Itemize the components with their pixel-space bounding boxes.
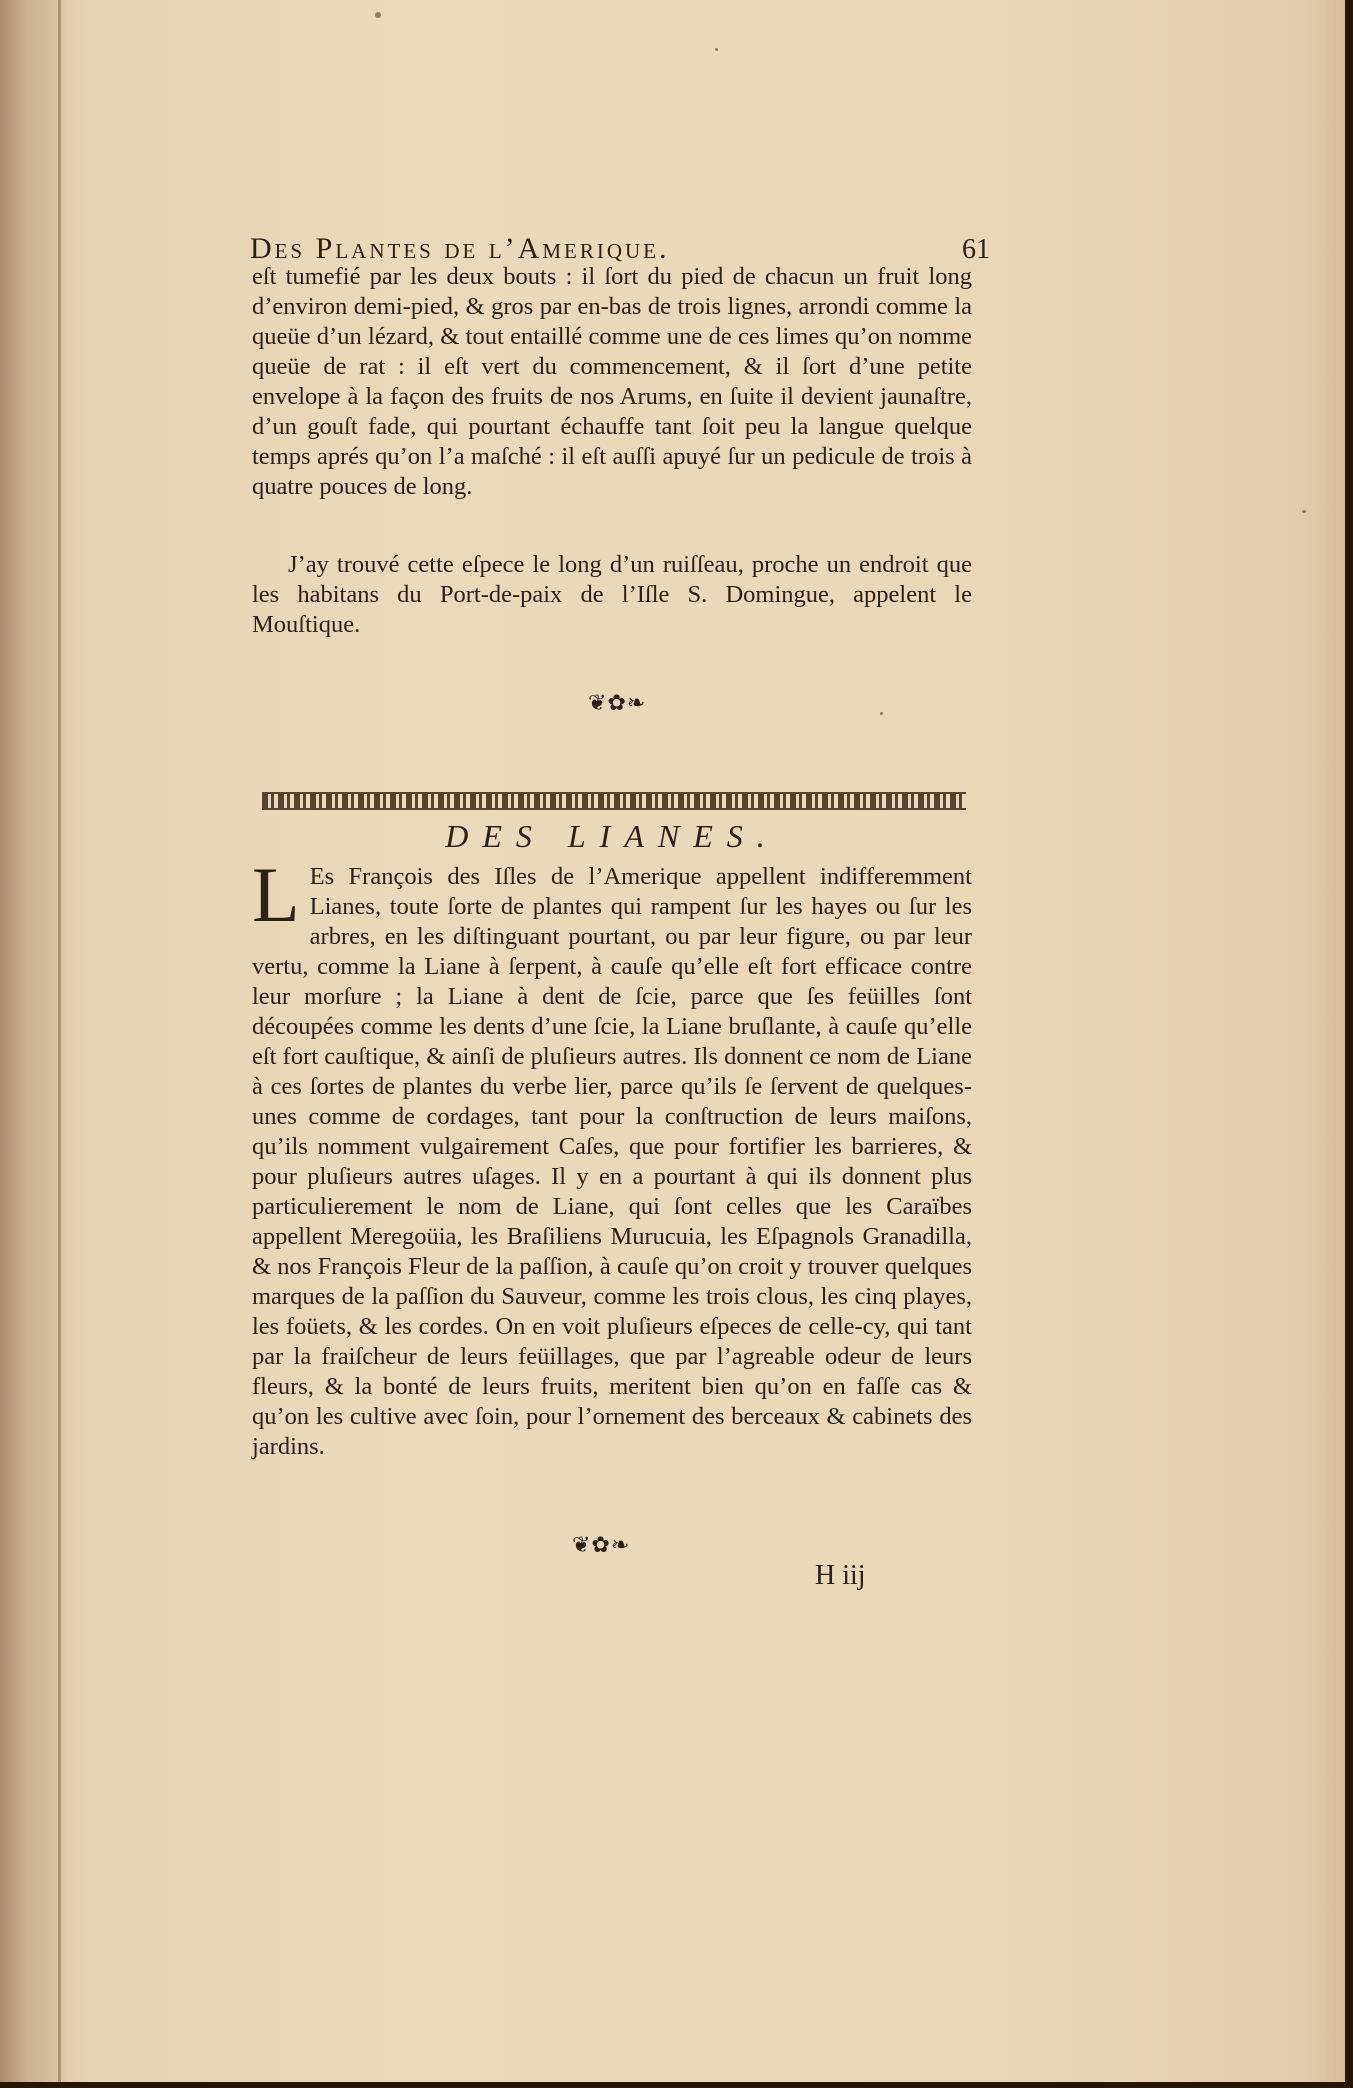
scan-edge-bottom [0,2082,1353,2088]
fleuron-ornament: ❦✿❧ [588,690,647,715]
ink-spot [715,48,718,51]
paragraph: Es François des Iſles de l’Amerique appellent indifferemment Lianes, toute ſorte de plantes qui rampent ſur les hayes ou ſur les arbres, en les diſtinguant pourtant, ou par leur figure, ou par leur vertu, comme la Liane à ſerpent, à cauſe qu’elle eſt fort efficace contre leur morſure ; la Liane à dent de ſcie, parce que ſes feüilles ſont découpées comme les dents d’une ſcie, la Liane bruſlante, à cauſe qu’elle eſt fort cauſtique, & ainſi de pluſieurs autres. Ils donnent ce nom de Liane à ces ſortes de plantes du verbe lier, parce qu’ils ſe ſervent de quelques-unes comme de cordages, tant pour la conſtruction de leurs maiſons, qu’ils nomment vulgairement Caſes, que pour fortifier les barrieres, & pour pluſieurs autres uſages. Il y en a pourtant à qui ils donnent plus particulierement le nom de Liane, qui ſont celles que les Caraïbes appellent Meregoüia, les Braſiliens Murucuia, les Eſpagnols Granadilla, & nos François Fleur de la paſſion, à cauſe qu’on croit y trouver quelques marques de la paſſion du Sauveur, comme les trois clous, les cinq playes, les foüets, & les cordes. On en voit pluſieurs eſpeces de celle-cy, qui tant par la fraiſcheur de leurs feüillages, que par l’agreable odeur de leurs fleurs, & la bonté de leurs fruits, meritent bien qu’on en faſſe cas & qu’on les cultive avec ſoin, pour l’ornement des berceaux & cabinets des jardins. [252,863,972,1460]
paragraph: eſt tumefié par les deux bouts : il ſort du pied de chacun un fruit long d’environ demi-pied, & gros par en-bas de trois lignes, arrondi comme la queüe d’un lézard, & tout entaillé comme une de ces limes qu’on nomme queüe de rat : il eſt vert du commencement, & il ſort d’une petite envelope à la façon des fruits de nos Arums, en ſuite il devient jaunaſtre, d’un gouſt fade, qui pourtant échauffe tant ſoit peu la langue quelque temps aprés qu’on l’a maſché : il eſt auſſi apuyé ſur un pedicule de trois à quatre pouces de long. [252,263,972,500]
section-title: DES LIANES. [445,818,779,854]
running-head-title: Des Plantes de l’Amerique. [250,232,670,265]
page-number: 61 [962,234,990,265]
ink-spot [375,12,381,18]
binding-line [58,0,61,2082]
paragraph: J’ay trouvé cette eſpece le long d’un ruiſſeau, proche un endroit que les habitans du Port-de-paix de l’Iſle S. Domingue, appelent le Mouſtique. [252,551,972,638]
continued-text [252,262,972,502]
ink-spot [1302,510,1306,513]
habitat-text [252,550,972,640]
scan-edge-right [1345,0,1353,2088]
signature-mark: H iij [815,1560,866,1591]
drop-cap: L [252,851,300,938]
lianes-text [252,851,972,1462]
fleuron-ornament-end: ❦✿❧ [572,1532,631,1557]
ink-spot [880,712,883,715]
ornamental-rule [262,792,966,810]
running-head [250,232,990,266]
